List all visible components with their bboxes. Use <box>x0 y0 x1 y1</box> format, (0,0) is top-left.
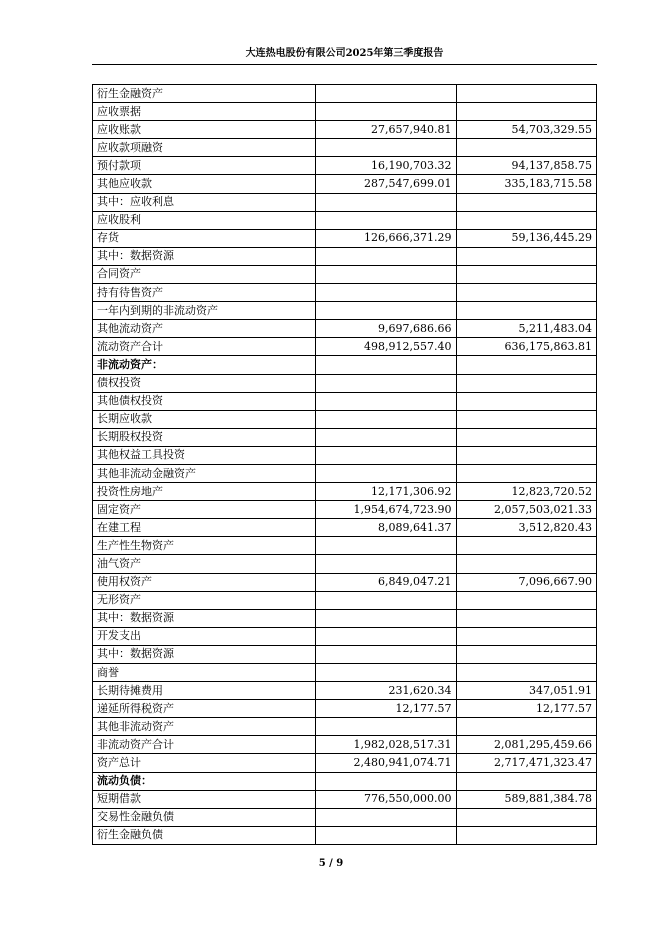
prior-period-value: 7,096,667.90 <box>456 573 597 591</box>
row-label: 固定资产 <box>93 501 316 519</box>
prior-period-value <box>456 392 597 410</box>
prior-period-value: 12,177.57 <box>456 700 597 718</box>
row-label: 其中：数据资源 <box>93 645 316 663</box>
current-period-value <box>316 645 457 663</box>
table-row <box>93 772 597 790</box>
table-row <box>93 573 597 591</box>
current-period-value: 287,547,699.01 <box>316 175 457 193</box>
table-row <box>93 664 597 682</box>
row-label: 应收款项融资 <box>93 139 316 157</box>
row-label: 短期借款 <box>93 790 316 808</box>
prior-period-value <box>456 302 597 320</box>
table-row <box>93 718 597 736</box>
section-heading: 非流动资产： <box>93 356 316 374</box>
table-row <box>93 284 597 302</box>
table-row <box>93 826 597 844</box>
table-row <box>93 519 597 537</box>
row-label: 债权投资 <box>93 374 316 392</box>
row-label: 开发支出 <box>93 627 316 645</box>
table-row <box>93 103 597 121</box>
row-label: 油气资产 <box>93 555 316 573</box>
prior-period-value <box>456 718 597 736</box>
table-row <box>93 320 597 338</box>
current-period-value: 12,177.57 <box>316 700 457 718</box>
row-label: 其中：数据资源 <box>93 247 316 265</box>
table-row <box>93 645 597 663</box>
table-row <box>93 537 597 555</box>
row-label: 生产性生物资产 <box>93 537 316 555</box>
current-period-value: 1,982,028,517.31 <box>316 736 457 754</box>
row-label: 应收票据 <box>93 103 316 121</box>
page-header-title: 大连热电股份有限公司2025年第三季度报告 <box>245 48 444 59</box>
current-period-value <box>316 537 457 555</box>
table-row <box>93 754 597 772</box>
row-label: 投资性房地产 <box>93 483 316 501</box>
prior-period-value <box>456 265 597 283</box>
current-period-value <box>316 356 457 374</box>
current-period-value <box>316 555 457 573</box>
current-period-value: 498,912,557.40 <box>316 338 457 356</box>
current-period-value <box>316 464 457 482</box>
row-label: 资产总计 <box>93 754 316 772</box>
row-label: 其他流动资产 <box>93 320 316 338</box>
prior-period-value: 335,183,715.58 <box>456 175 597 193</box>
table-row <box>93 265 597 283</box>
prior-period-value <box>456 645 597 663</box>
table-row <box>93 374 597 392</box>
row-label: 应收账款 <box>93 121 316 139</box>
table-row <box>93 85 597 103</box>
prior-period-value <box>456 247 597 265</box>
row-label: 其他权益工具投资 <box>93 446 316 464</box>
current-period-value <box>316 664 457 682</box>
table-row <box>93 139 597 157</box>
prior-period-value <box>456 808 597 826</box>
prior-period-value <box>456 627 597 645</box>
balance-sheet-body <box>93 85 597 845</box>
prior-period-value <box>456 591 597 609</box>
table-row <box>93 555 597 573</box>
prior-period-value <box>456 664 597 682</box>
table-row <box>93 682 597 700</box>
row-label: 其中：数据资源 <box>93 609 316 627</box>
row-label: 其他应收款 <box>93 175 316 193</box>
row-label: 交易性金融负债 <box>93 808 316 826</box>
prior-period-value: 54,703,329.55 <box>456 121 597 139</box>
prior-period-value <box>456 464 597 482</box>
row-label: 商誉 <box>93 664 316 682</box>
table-row <box>93 193 597 211</box>
prior-period-value: 636,175,863.81 <box>456 338 597 356</box>
row-label: 长期待摊费用 <box>93 682 316 700</box>
current-period-value <box>316 103 457 121</box>
current-period-value <box>316 772 457 790</box>
current-period-value <box>316 826 457 844</box>
prior-period-value <box>456 772 597 790</box>
current-period-value <box>316 428 457 446</box>
prior-period-value <box>456 139 597 157</box>
current-period-value <box>316 627 457 645</box>
row-label: 递延所得税资产 <box>93 700 316 718</box>
table-row <box>93 591 597 609</box>
prior-period-value <box>456 555 597 573</box>
row-label: 其中：应收利息 <box>93 193 316 211</box>
table-row <box>93 302 597 320</box>
prior-period-value: 589,881,384.78 <box>456 790 597 808</box>
current-period-value <box>316 193 457 211</box>
table-row <box>93 211 597 229</box>
prior-period-value <box>456 446 597 464</box>
current-period-value <box>316 265 457 283</box>
table-row <box>93 483 597 501</box>
prior-period-value <box>456 410 597 428</box>
prior-period-value <box>456 374 597 392</box>
table-row <box>93 247 597 265</box>
current-period-value <box>316 284 457 302</box>
table-row <box>93 338 597 356</box>
table-row <box>93 121 597 139</box>
row-label: 一年内到期的非流动资产 <box>93 302 316 320</box>
row-label: 衍生金融负债 <box>93 826 316 844</box>
current-period-value <box>316 139 457 157</box>
current-period-value <box>316 591 457 609</box>
prior-period-value: 2,081,295,459.66 <box>456 736 597 754</box>
current-period-value: 9,697,686.66 <box>316 320 457 338</box>
prior-period-value <box>456 537 597 555</box>
row-label: 非流动资产合计 <box>93 736 316 754</box>
current-period-value: 12,171,306.92 <box>316 483 457 501</box>
row-label: 应收股利 <box>93 211 316 229</box>
header-divider <box>92 64 597 65</box>
row-label: 衍生金融资产 <box>93 85 316 103</box>
page-number: 5 / 9 <box>318 858 344 869</box>
row-label: 预付款项 <box>93 157 316 175</box>
table-row <box>93 609 597 627</box>
current-period-value <box>316 211 457 229</box>
current-period-value <box>316 392 457 410</box>
prior-period-value: 59,136,445.29 <box>456 229 597 247</box>
table-row <box>93 428 597 446</box>
current-period-value <box>316 808 457 826</box>
table-row <box>93 356 597 374</box>
current-period-value <box>316 302 457 320</box>
current-period-value: 1,954,674,723.90 <box>316 501 457 519</box>
table-row <box>93 627 597 645</box>
table-row <box>93 736 597 754</box>
prior-period-value <box>456 356 597 374</box>
table-row <box>93 501 597 519</box>
table-row <box>93 700 597 718</box>
current-period-value: 8,089,641.37 <box>316 519 457 537</box>
prior-period-value <box>456 609 597 627</box>
table-row <box>93 392 597 410</box>
current-period-value: 126,666,371.29 <box>316 229 457 247</box>
current-period-value: 776,550,000.00 <box>316 790 457 808</box>
current-period-value: 16,190,703.32 <box>316 157 457 175</box>
current-period-value: 231,620.34 <box>316 682 457 700</box>
current-period-value <box>316 374 457 392</box>
prior-period-value: 347,051.91 <box>456 682 597 700</box>
table-row <box>93 464 597 482</box>
table-row <box>93 446 597 464</box>
row-label: 长期应收款 <box>93 410 316 428</box>
table-row <box>93 790 597 808</box>
current-period-value <box>316 446 457 464</box>
row-label: 持有待售资产 <box>93 284 316 302</box>
row-label: 存货 <box>93 229 316 247</box>
prior-period-value: 12,823,720.52 <box>456 483 597 501</box>
row-label: 长期股权投资 <box>93 428 316 446</box>
row-label: 无形资产 <box>93 591 316 609</box>
current-period-value <box>316 247 457 265</box>
row-label: 流动资产合计 <box>93 338 316 356</box>
prior-period-value: 94,137,858.75 <box>456 157 597 175</box>
prior-period-value <box>456 103 597 121</box>
prior-period-value <box>456 193 597 211</box>
table-row <box>93 808 597 826</box>
row-label: 其他非流动资产 <box>93 718 316 736</box>
current-period-value <box>316 718 457 736</box>
row-label: 使用权资产 <box>93 573 316 591</box>
current-period-value <box>316 609 457 627</box>
table-row <box>93 175 597 193</box>
balance-sheet-table <box>92 84 597 845</box>
row-label: 合同资产 <box>93 265 316 283</box>
prior-period-value: 2,717,471,323.47 <box>456 754 597 772</box>
current-period-value: 27,657,940.81 <box>316 121 457 139</box>
row-label: 其他债权投资 <box>93 392 316 410</box>
current-period-value <box>316 410 457 428</box>
prior-period-value <box>456 211 597 229</box>
prior-period-value <box>456 428 597 446</box>
current-period-value <box>316 85 457 103</box>
prior-period-value <box>456 826 597 844</box>
table-row <box>93 157 597 175</box>
table-row <box>93 410 597 428</box>
row-label: 其他非流动金融资产 <box>93 464 316 482</box>
prior-period-value <box>456 85 597 103</box>
section-heading: 流动负债： <box>93 772 316 790</box>
prior-period-value <box>456 284 597 302</box>
row-label: 在建工程 <box>93 519 316 537</box>
prior-period-value: 2,057,503,021.33 <box>456 501 597 519</box>
current-period-value: 6,849,047.21 <box>316 573 457 591</box>
prior-period-value: 3,512,820.43 <box>456 519 597 537</box>
prior-period-value: 5,211,483.04 <box>456 320 597 338</box>
table-row <box>93 229 597 247</box>
current-period-value: 2,480,941,074.71 <box>316 754 457 772</box>
